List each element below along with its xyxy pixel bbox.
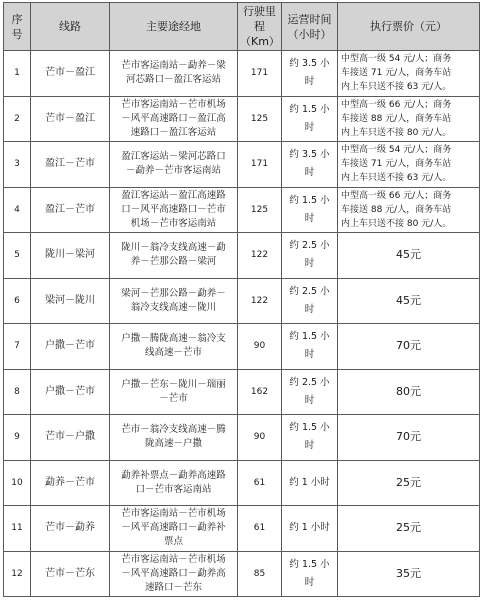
cell-route: 陇川－梁河 bbox=[31, 233, 110, 279]
cell-distance: 61 bbox=[238, 460, 282, 506]
cell-price: 35元 bbox=[338, 551, 480, 597]
cell-route: 梁河－陇川 bbox=[31, 278, 110, 324]
cell-via: 芒市客运南站－芒市机场 －风平高速路口－勐养补 票点 bbox=[110, 506, 238, 552]
cell-time: 约 1.5 小 时 bbox=[282, 551, 338, 597]
fare-table bbox=[3, 2, 480, 597]
cell-route: 芒市－户撒 bbox=[31, 415, 110, 461]
cell-distance: 125 bbox=[238, 96, 282, 142]
cell-price: 70元 bbox=[338, 415, 480, 461]
cell-time: 约 2.5 小 时 bbox=[282, 278, 338, 324]
cell-no: 2 bbox=[4, 96, 31, 142]
cell-route: 勐养－芒市 bbox=[31, 460, 110, 506]
table-row bbox=[4, 233, 480, 279]
header-distance bbox=[238, 3, 282, 51]
table-row bbox=[4, 506, 480, 552]
cell-time: 约 2.5 小 时 bbox=[282, 369, 338, 415]
cell-via: 盈江客运站－梁河芯路口 －勐养－芒市客运南站 bbox=[110, 142, 238, 188]
header-route bbox=[31, 3, 110, 51]
cell-price: 70元 bbox=[338, 324, 480, 370]
header-no bbox=[4, 3, 31, 51]
cell-via: 盈江客运站－盈江高速路 口－风平高速路口－芒市 机场－芒市客运南站 bbox=[110, 187, 238, 233]
table-row bbox=[4, 278, 480, 324]
cell-distance: 85 bbox=[238, 551, 282, 597]
cell-time: 约 1 小时 bbox=[282, 460, 338, 506]
header-via-text: 主要途经地 bbox=[146, 20, 201, 33]
cell-time: 约 1.5 小 时 bbox=[282, 324, 338, 370]
cell-distance: 125 bbox=[238, 187, 282, 233]
cell-route: 盈江－芒市 bbox=[31, 187, 110, 233]
cell-time: 约 1.5 小 时 bbox=[282, 96, 338, 142]
cell-route: 芒市－勐养 bbox=[31, 506, 110, 552]
cell-no: 11 bbox=[4, 506, 31, 552]
cell-no: 5 bbox=[4, 233, 31, 279]
header-distance-text: 行驶里 程 （Km） bbox=[240, 5, 280, 48]
cell-route: 芒市－盈江 bbox=[31, 96, 110, 142]
header-row bbox=[4, 3, 480, 51]
cell-price: 25元 bbox=[338, 460, 480, 506]
cell-distance: 61 bbox=[238, 506, 282, 552]
cell-via: 梁河－芒那公路－勐养－ 翁冷支线高速－陇川 bbox=[110, 278, 238, 324]
cell-via: 户撒－芒东－陇川－瑞丽 －芒市 bbox=[110, 369, 238, 415]
cell-via: 户撒－腾陇高速－翁冷支 线高速－芒市 bbox=[110, 324, 238, 370]
cell-route: 户撒－芒市 bbox=[31, 369, 110, 415]
cell-no: 8 bbox=[4, 369, 31, 415]
cell-time: 约 2.5 小 时 bbox=[282, 233, 338, 279]
header-time-text: 运营时间 （小时） bbox=[287, 12, 332, 41]
cell-route: 芒市－盈江 bbox=[31, 51, 110, 97]
table-row bbox=[4, 324, 480, 370]
cell-distance: 90 bbox=[238, 324, 282, 370]
cell-distance: 122 bbox=[238, 278, 282, 324]
cell-no: 4 bbox=[4, 187, 31, 233]
cell-time: 约 1 小时 bbox=[282, 506, 338, 552]
fare-table-body bbox=[4, 51, 480, 597]
cell-distance: 122 bbox=[238, 233, 282, 279]
cell-no: 3 bbox=[4, 142, 31, 188]
cell-time: 约 3.5 小 时 bbox=[282, 142, 338, 188]
cell-no: 1 bbox=[4, 51, 31, 97]
cell-price: 45元 bbox=[338, 233, 480, 279]
header-price-text: 执行票价（元） bbox=[370, 20, 447, 33]
cell-price: 中型高一级 66 元/人；商务 车接送 88 元/人，商务车站 内上车只送不接 80 元/人。 bbox=[338, 187, 480, 233]
header-price bbox=[338, 3, 480, 51]
cell-distance: 171 bbox=[238, 51, 282, 97]
header-via bbox=[110, 3, 238, 51]
cell-no: 12 bbox=[4, 551, 31, 597]
cell-distance: 171 bbox=[238, 142, 282, 188]
table-row bbox=[4, 187, 480, 233]
table-row bbox=[4, 142, 480, 188]
cell-route: 户撒－芒市 bbox=[31, 324, 110, 370]
cell-distance: 90 bbox=[238, 415, 282, 461]
header-no-text: 序 号 bbox=[11, 12, 23, 41]
cell-time: 约 1.5 小 时 bbox=[282, 415, 338, 461]
table-row bbox=[4, 415, 480, 461]
cell-no: 9 bbox=[4, 415, 31, 461]
cell-via: 勐养补票点－勐养高速路 口－芒市客运南站 bbox=[110, 460, 238, 506]
cell-via: 芒市客运南站－芒市机场 －风平高速路口－勐养高 速路口－芒东 bbox=[110, 551, 238, 597]
cell-via: 芒市客运南站－芒市机场 －风平高速路口－盈江高 速路口－盈江客运站 bbox=[110, 96, 238, 142]
cell-no: 7 bbox=[4, 324, 31, 370]
cell-via: 陇川－翁冷支线高速－勐 养－芒那公路－梁河 bbox=[110, 233, 238, 279]
cell-via: 芒市－翁冷支线高速－腾 陇高速－户撒 bbox=[110, 415, 238, 461]
header-route-text: 线路 bbox=[59, 20, 81, 33]
cell-price: 中型高一级 54 元/人；商务 车接送 71 元/人，商务车站 内上车只送不接 63 元/人。 bbox=[338, 51, 480, 97]
table-row bbox=[4, 96, 480, 142]
cell-price: 中型高一级 66 元/人；商务 车接送 88 元/人，商务车站 内上车只送不接 80 元/人。 bbox=[338, 96, 480, 142]
table-row bbox=[4, 51, 480, 97]
cell-time: 约 3.5 小 时 bbox=[282, 51, 338, 97]
cell-price: 25元 bbox=[338, 506, 480, 552]
cell-price: 中型高一级 54 元/人；商务 车接送 71 元/人，商务车站 内上车只送不接 63 元/人。 bbox=[338, 142, 480, 188]
cell-time: 约 1.5 小 时 bbox=[282, 187, 338, 233]
cell-no: 6 bbox=[4, 278, 31, 324]
cell-price: 80元 bbox=[338, 369, 480, 415]
table-row bbox=[4, 460, 480, 506]
table-row bbox=[4, 369, 480, 415]
table-row bbox=[4, 551, 480, 597]
cell-price: 45元 bbox=[338, 278, 480, 324]
cell-distance: 162 bbox=[238, 369, 282, 415]
header-time bbox=[282, 3, 338, 51]
cell-no: 10 bbox=[4, 460, 31, 506]
cell-via: 芒市客运南站－勐养－梁 河芯路口－盈江客运站 bbox=[110, 51, 238, 97]
cell-route: 盈江－芒市 bbox=[31, 142, 110, 188]
cell-route: 芒市－芒东 bbox=[31, 551, 110, 597]
